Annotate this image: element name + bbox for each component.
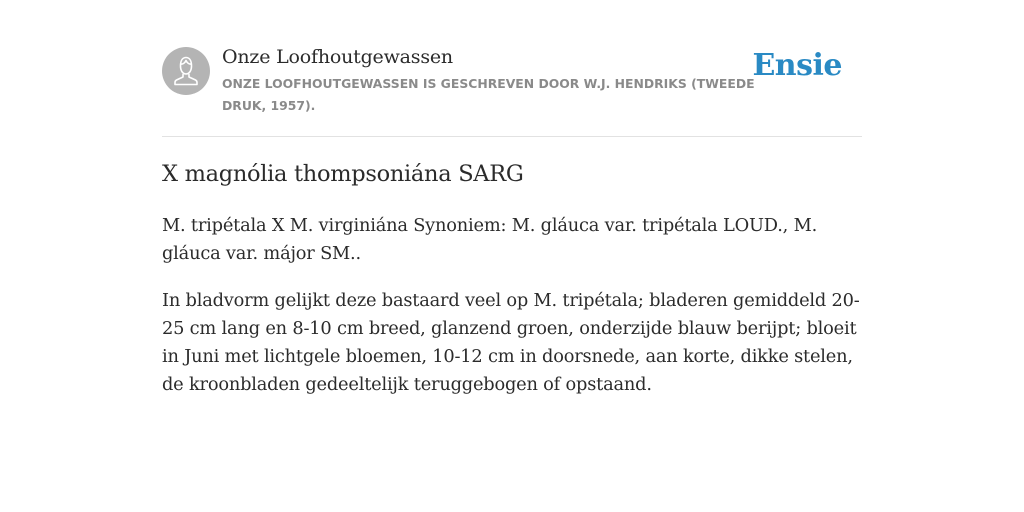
source-description: ONZE LOOFHOUTGEWASSEN IS GESCHREVEN DOOR W.J. HENDRIKS (TWEEDE DRUK, 1957). <box>222 76 755 113</box>
ensie-logo[interactable]: Ensie <box>752 48 842 83</box>
entry-paragraph: M. tripétala X M. virginiána Synoniem: M. gláuca var. tripétala LOUD., M. gláuca var. májor SM.. <box>162 215 818 264</box>
entry-content <box>162 157 862 399</box>
source-title[interactable]: Onze Loofhoutgewassen <box>222 46 453 68</box>
user-icon <box>162 47 210 95</box>
entry-paragraph: In bladvorm gelijkt deze bastaard veel op M. tripétala; bladeren gemiddeld 20-25 cm lang en 8-10 cm breed, glanzend groen, onderzijde blauw berijpt; bloeit in Juni met lichtgele bloemen, 10-12 cm in doorsnede, aan korte, dikke stelen, de kroonbladen gedeeltelijk teruggebogen of opstaand. <box>162 290 860 395</box>
source-header <box>162 44 862 137</box>
entry-title: X magnólia thompsoniána SARG <box>162 161 524 187</box>
